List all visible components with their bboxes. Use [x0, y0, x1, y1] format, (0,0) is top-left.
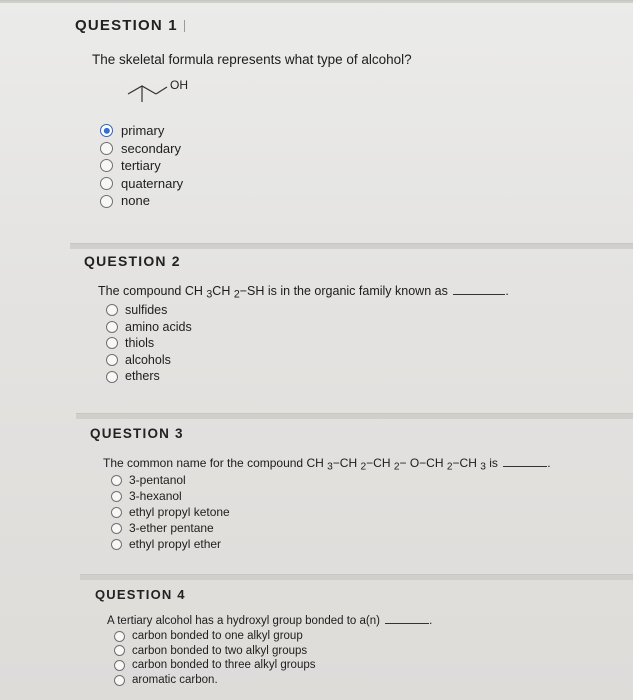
- option-label: thiols: [125, 336, 155, 351]
- question-3-title: QUESTION 3: [90, 426, 184, 441]
- option-amino-acids[interactable]: [106, 319, 192, 336]
- option-label: carbon bonded to one alkyl group: [132, 630, 303, 642]
- radio-button[interactable]: [106, 337, 118, 349]
- option-label: 3-hexanol: [129, 489, 182, 503]
- option-label: tertiary: [121, 158, 161, 174]
- radio-button[interactable]: [114, 660, 125, 671]
- question-divider: [80, 574, 633, 580]
- top-divider: [0, 0, 633, 3]
- option-thiols[interactable]: [106, 335, 192, 352]
- radio-button[interactable]: [100, 159, 113, 172]
- option-ethyl-propyl-ether[interactable]: [111, 536, 230, 552]
- radio-button[interactable]: [111, 523, 122, 534]
- question-1-prompt: The skeletal formula represents what type of alcohol?: [92, 52, 412, 67]
- question-2-title: QUESTION 2: [84, 253, 181, 269]
- radio-button[interactable]: [106, 321, 118, 333]
- option-label: carbon bonded to three alkyl groups: [132, 659, 316, 672]
- option-secondary[interactable]: [100, 140, 183, 158]
- option-aromatic-carbon[interactable]: [114, 673, 315, 688]
- option-label: 3-ether pentane: [129, 521, 214, 535]
- radio-button[interactable]: [114, 631, 125, 642]
- radio-button[interactable]: [111, 491, 122, 502]
- option-none[interactable]: [100, 192, 183, 210]
- oh-bond: [156, 87, 167, 94]
- option-label: amino acids: [125, 319, 192, 334]
- question-divider: [76, 413, 633, 419]
- radio-button[interactable]: [111, 507, 122, 518]
- option-label: sulfides: [125, 303, 168, 317]
- option-label: 3-pentanol: [129, 473, 186, 487]
- answer-blank: [385, 623, 429, 624]
- radio-button[interactable]: [100, 177, 113, 190]
- question-2-options: [106, 302, 192, 385]
- option-ethers[interactable]: [106, 368, 192, 385]
- option-3-pentanol[interactable]: [111, 472, 230, 488]
- radio-button[interactable]: [100, 142, 113, 155]
- option-label: alcohols: [125, 352, 171, 367]
- option-tertiary[interactable]: [100, 157, 183, 175]
- radio-button[interactable]: [111, 475, 122, 486]
- option-label: ethyl propyl ether: [129, 537, 222, 551]
- radio-button[interactable]: [106, 304, 118, 316]
- option-alcohols[interactable]: [106, 352, 192, 369]
- option-one-alkyl-group[interactable]: [114, 629, 315, 644]
- question-1-options: [100, 122, 183, 210]
- option-label: primary: [121, 123, 165, 138]
- option-label: none: [121, 193, 150, 209]
- option-3-hexanol[interactable]: [111, 488, 230, 504]
- skeletal-formula: [126, 72, 206, 104]
- radio-button[interactable]: [100, 195, 113, 208]
- option-label: quaternary: [121, 175, 184, 191]
- question-3-options: [111, 472, 230, 552]
- question-4-options: [114, 629, 315, 687]
- option-three-alkyl-groups[interactable]: [114, 658, 315, 673]
- radio-button[interactable]: [106, 371, 118, 383]
- option-label: ethyl propyl ketone: [129, 505, 230, 519]
- option-two-alkyl-groups[interactable]: [114, 644, 315, 659]
- question-3-prompt: The common name for the compound CH $_3$−CH $_2$−CH $_2$− O−CH $_2$−CH $_3$ is .: [103, 456, 551, 473]
- question-1-title: QUESTION 1: [75, 17, 185, 34]
- option-label: carbon bonded to two alkyl groups: [132, 644, 308, 657]
- radio-button[interactable]: [114, 675, 125, 686]
- option-sulfides[interactable]: [106, 302, 192, 319]
- question-4-prompt: A tertiary alcohol has a hydroxyl group bonded to a(n) .: [107, 615, 433, 627]
- option-label: aromatic carbon.: [132, 673, 218, 686]
- answer-blank: [453, 294, 505, 295]
- question-divider: [70, 243, 633, 249]
- hydroxyl-label: OH: [170, 78, 188, 92]
- radio-button[interactable]: [106, 354, 118, 366]
- option-ethyl-propyl-ketone[interactable]: [111, 504, 230, 520]
- option-label: secondary: [121, 140, 181, 156]
- radio-button[interactable]: [111, 539, 122, 550]
- radio-button-selected[interactable]: [100, 124, 113, 137]
- radio-button[interactable]: [114, 645, 125, 656]
- answer-blank: [503, 466, 547, 467]
- question-2-prompt: The compound CH $_3$CH $_2$−SH is in the organic family known as .: [98, 284, 509, 301]
- option-3-ether-pentane[interactable]: [111, 520, 230, 536]
- question-4-title: QUESTION 4: [95, 587, 186, 602]
- option-quaternary[interactable]: [100, 175, 183, 193]
- option-primary[interactable]: [100, 122, 183, 140]
- option-label: ethers: [125, 369, 160, 384]
